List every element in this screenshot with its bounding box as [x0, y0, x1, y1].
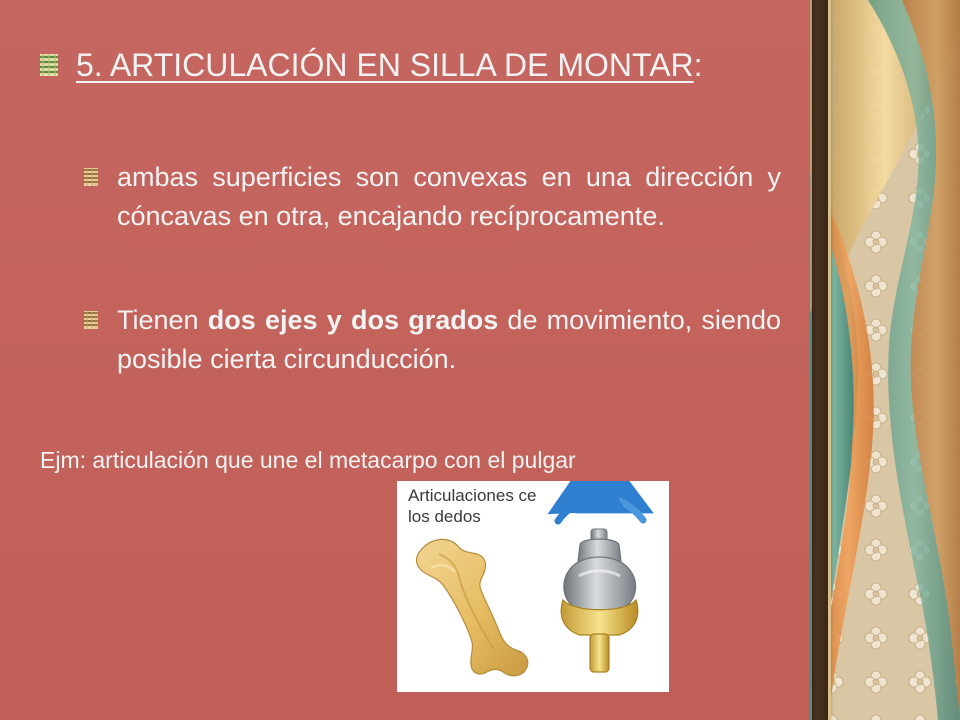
title-suffix: :	[693, 47, 703, 83]
bullet-text-surfaces: ambas superficies son convexas en una dirección y cóncavas en otra, encajando recíprocamente.	[117, 162, 781, 231]
joint-anatomy-illustration	[397, 481, 669, 692]
sub-bullet-icon	[84, 168, 98, 186]
title-text	[76, 44, 756, 86]
bullet-axes-prefix: Tienen	[117, 305, 208, 335]
joint-illustration	[397, 481, 669, 692]
sub-bullet-icon	[84, 311, 98, 329]
illustration-label: Articulaciones ce los dedos	[408, 486, 537, 526]
title-main-text: 5. ARTICULACIÓN EN SILLA DE MONTAR	[76, 47, 694, 83]
saddle-joint-model-icon	[561, 529, 638, 672]
decorative-pattern-icon	[810, 0, 960, 720]
bullet-axes-suffix: de movimiento, siendo posible cierta circunducción.	[117, 305, 781, 374]
bullet-text-axes	[117, 301, 781, 379]
bullet-item-axes	[84, 301, 784, 379]
slide-title	[40, 44, 780, 86]
example-text: Ejm: articulación que une el metacarpo con el pulgar	[40, 447, 576, 473]
title-bullet-icon	[40, 54, 58, 76]
bullet-axes-bold: dos ejes y dos grados	[207, 305, 499, 335]
decorative-side-panel	[810, 0, 960, 720]
vertical-divider	[812, 0, 828, 720]
bullet-item-surfaces	[84, 158, 784, 236]
bone-icon	[417, 539, 528, 675]
divider-highlight	[828, 0, 831, 720]
curved-double-arrow-icon	[558, 496, 643, 521]
